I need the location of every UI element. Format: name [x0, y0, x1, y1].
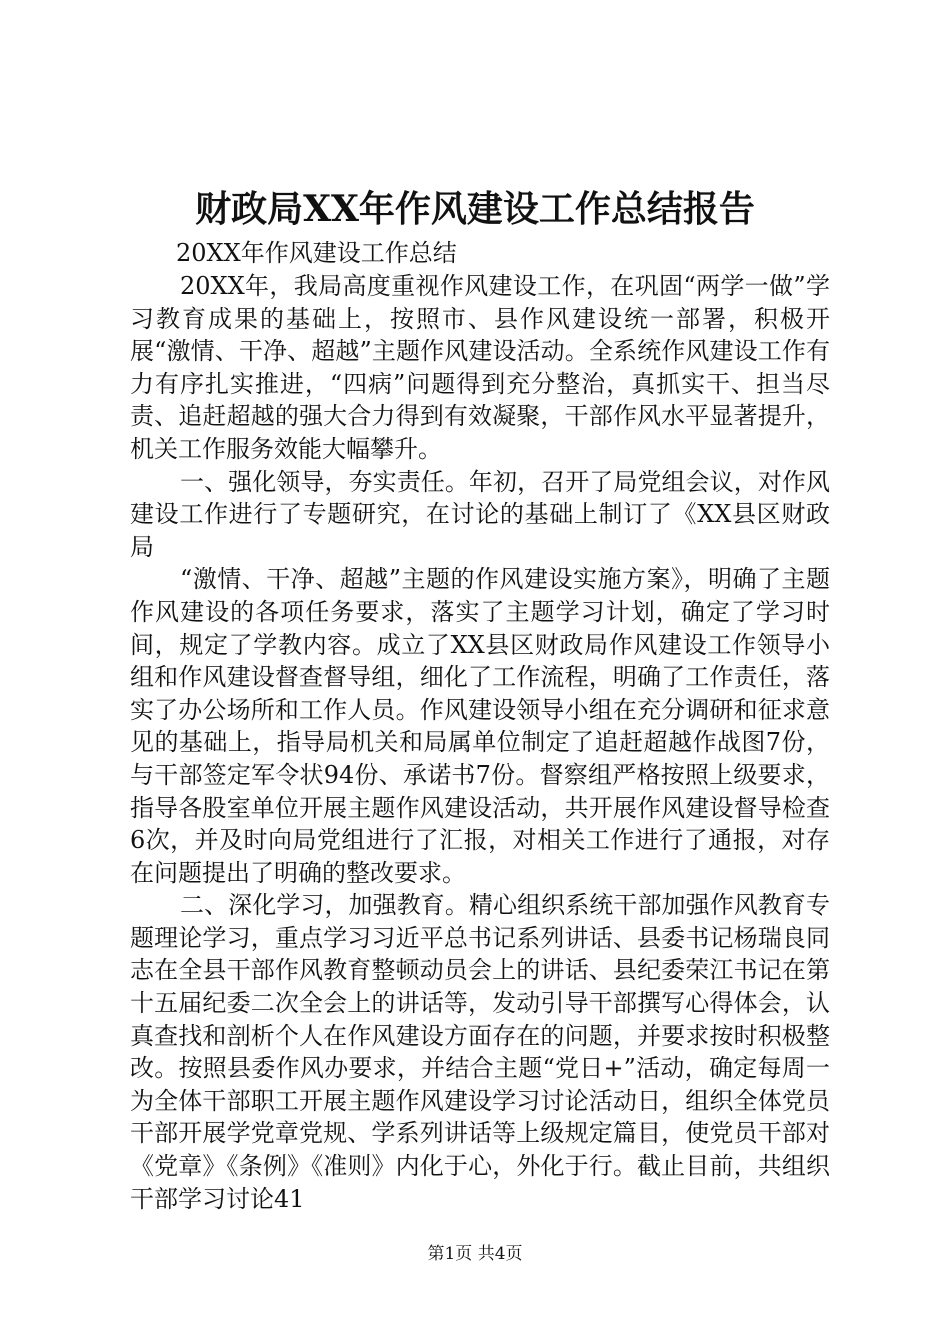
- document-body: [130, 270, 830, 1215]
- document-title: 财政局XX年作风建设工作总结报告: [195, 188, 755, 230]
- page-footer: 第1页 共4页: [427, 1244, 523, 1264]
- document-subtitle: 20XX年作风建设工作总结: [176, 239, 457, 267]
- paragraph-section-2: 二、深化学习，加强教育。精心组织系统干部加强作风教育专题理论学习，重点学习习近平总书记系列讲话、县委书记杨瑞良同志在全县干部作风教育整顿动员会上的讲话、县纪委荣江书记在第十五届纪委二次全会上的讲话等，发动引导干部撰写心得体会，认真查找和剖析个人在作风建设方面存在的问题，并要求按时积极整改。按照县委作风办要求，并结合主题“党日+”活动，确定每周一为全体干部职工开展主题作风建设学习讨论活动日，组织全体党员干部开展学党章党规、学系列讲话等上级规定篇目，使党员干部对《党章》《条例》《准则》内化于心，外化于行。截止目前，共组织干部学习讨论41: [130, 891, 830, 1213]
- paragraph-section-1: 一、强化领导，夯实责任。年初，召开了局党组会议，对作风建设工作进行了专题研究，在讨论的基础上制订了《XX县区财政局: [130, 467, 830, 561]
- paragraph-intro: 20XX年，我局高度重视作风建设工作，在巩固“两学一做”学习教育成果的基础上，按照市、县作风建设统一部署，积极开展“激情、干净、超越”主题作风建设活动。全系统作风建设工作有力有序扎实推进，“四病”问题得到充分整治，真抓实干、担当尽责、追赶超越的强大合力得到有效凝聚，干部作风水平显著提升，机关工作服务效能大幅攀升。: [130, 272, 830, 463]
- paragraph-section-1-continued: “激情、干净、超越”主题的作风建设实施方案》，明确了主题作风建设的各项任务要求，落实了主题学习计划，确定了学习时间，规定了学教内容。成立了XX县区财政局作风建设工作领导小组和作风建设督查督导组，细化了工作流程，明确了工作责任，落实了办公场所和工作人员。作风建设领导小组在充分调研和征求意见的基础上，指导局机关和局属单位制定了追赶超越作战图7份，与干部签定军令状94份、承诺书7份。督察组严格按照上级要求，指导各股室单位开展主题作风建设活动，共开展作风建设督导检查6次，并及时向局党组进行了汇报，对相关工作进行了通报，对存在问题提出了明确的整改要求。: [130, 565, 830, 887]
